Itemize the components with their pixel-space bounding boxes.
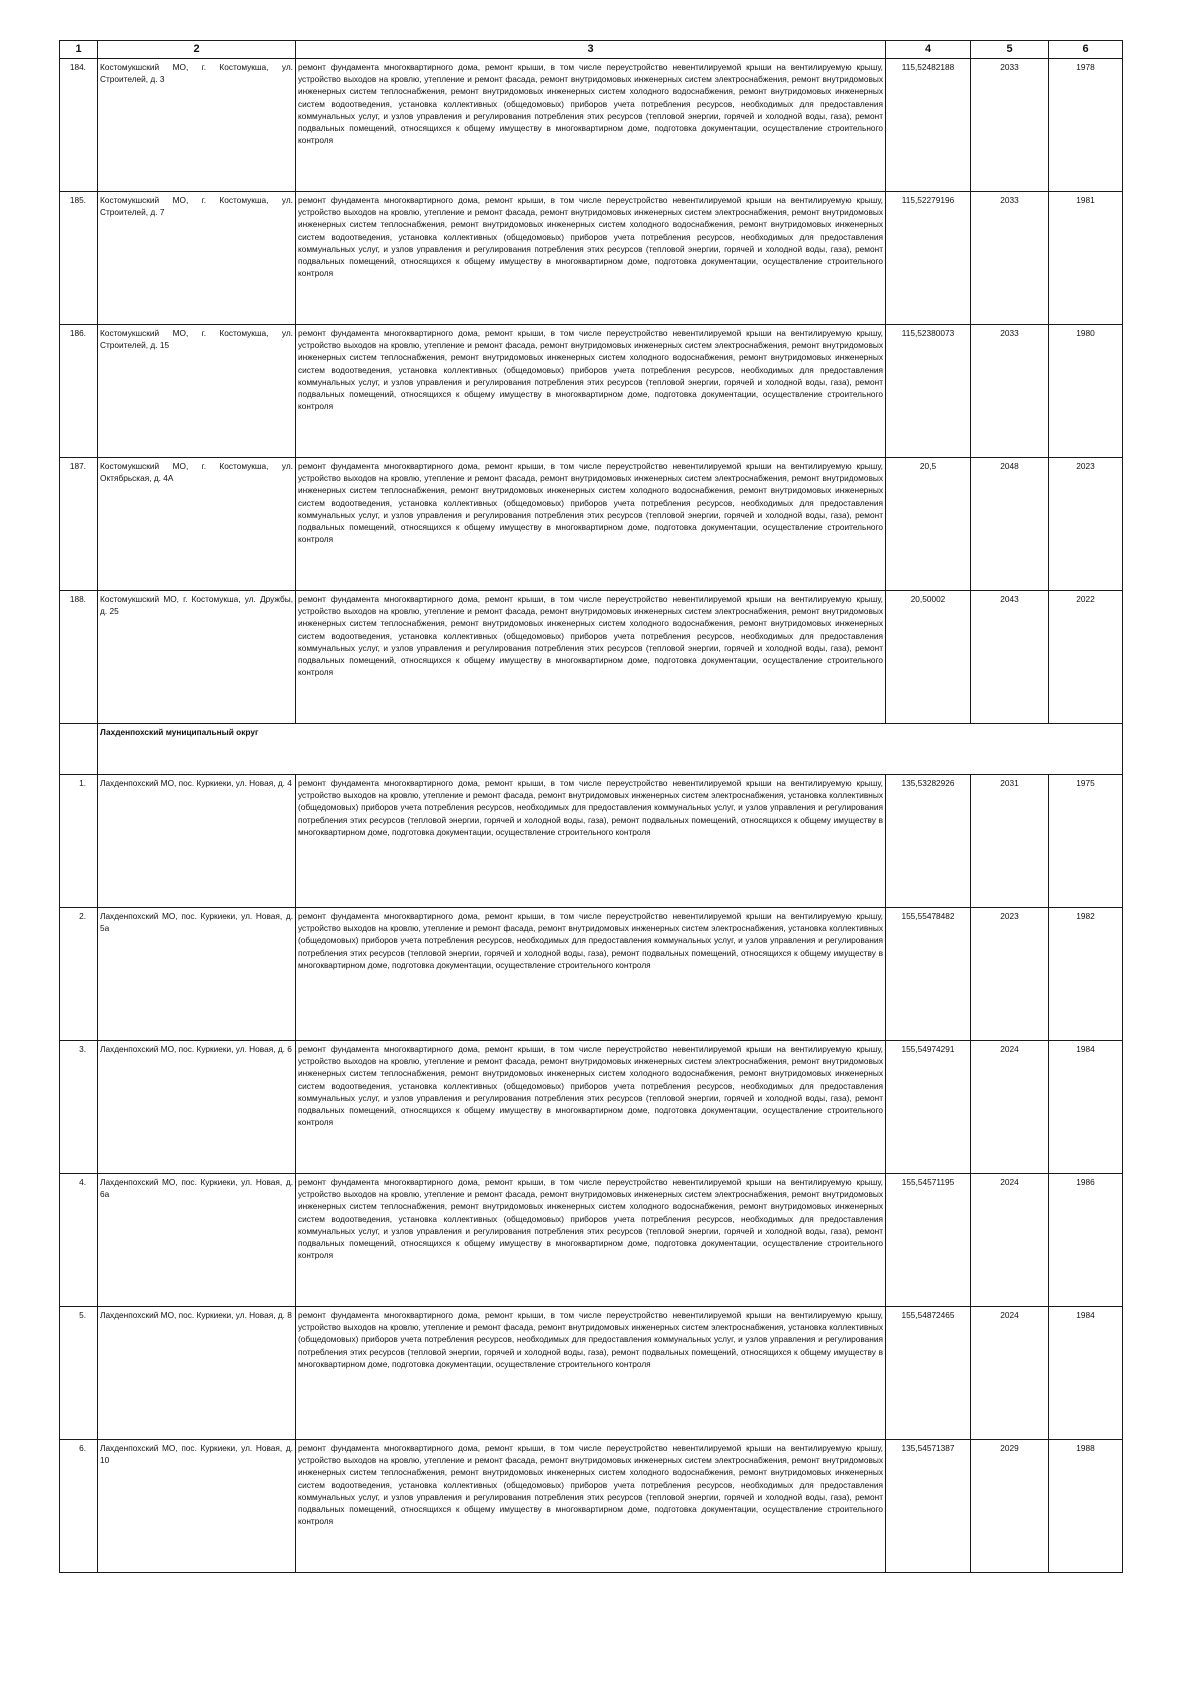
cost-value-cell: 115,52482188: [886, 59, 971, 192]
built-year-cell: 1975: [1049, 775, 1123, 908]
column-header: 4: [886, 41, 971, 59]
planned-year-cell: 2024: [971, 1041, 1049, 1174]
planned-year-cell: 2023: [971, 908, 1049, 1041]
column-header: 3: [296, 41, 886, 59]
row-number: 6.: [60, 1440, 98, 1573]
built-year-cell: 2023: [1049, 458, 1123, 591]
column-header: 2: [98, 41, 296, 59]
built-year-cell: 1988: [1049, 1440, 1123, 1573]
works-description-cell: ремонт фундамента многоквартирного дома, ремонт крыши, в том числе переустройство невентилируемой крыши на вентилируемую крышу, устройство выходов на кровлю, утепление и ремонт фасада, ремонт внутридомовых инженерных систем электроснабжения, ремонт внутридомовых инженерных систем теплоснабжения, ремонт внутридомовых инженерных систем холодного водоснабжения, ремонт внутридомовых инженерных систем водоотведения, установка коллективных (общедомовых) приборов учета потребления ресурсов, необходимых для предоставления коммунальных услуг, и узлов управления и регулирования потребления этих ресурсов (тепловой энергии, горячей и холодной воды, газа), ремонт подвальных помещений, относящихся к общему имуществу в многоквартирном доме, подготовка документации, осуществление строительного контроля: [296, 325, 886, 458]
cost-value-cell: 155,54974291: [886, 1041, 971, 1174]
cost-value-cell: 155,54872465: [886, 1307, 971, 1440]
planned-year-cell: 2024: [971, 1174, 1049, 1307]
row-number: 2.: [60, 908, 98, 1041]
built-year-cell: 1978: [1049, 59, 1123, 192]
table-row: [60, 591, 1123, 724]
section-title: Лахденпохский муниципальный округ: [98, 724, 1123, 775]
cost-value-cell: 20,5: [886, 458, 971, 591]
cost-value-cell: 155,55478482: [886, 908, 971, 1041]
column-header: 1: [60, 41, 98, 59]
table-row: [60, 1307, 1123, 1440]
address-cell: Костомукшский МО, г. Костомукша, ул. Октябрьская, д. 4А: [98, 458, 296, 591]
row-number: 3.: [60, 1041, 98, 1174]
address-cell: Костомукшский МО, г. Костомукша, ул. Строителей, д. 7: [98, 192, 296, 325]
address-cell: Костомукшский МО, г. Костомукша, ул. Строителей, д. 3: [98, 59, 296, 192]
table-header-row: [60, 41, 1123, 59]
row-number: 1.: [60, 775, 98, 908]
works-description-cell: ремонт фундамента многоквартирного дома, ремонт крыши, в том числе переустройство невентилируемой крыши на вентилируемую крышу, устройство выходов на кровлю, утепление и ремонт фасада, ремонт внутридомовых инженерных систем электроснабжения, установка коллективных (общедомовых) приборов учета потребления ресурсов, необходимых для предоставления коммунальных услуг, и узлов управления и регулирования потребления этих ресурсов (тепловой энергии, горячей и холодной воды, газа), ремонт подвальных помещений, относящихся к общему имуществу в многоквартирном доме, подготовка документации, осуществление строительного контроля: [296, 775, 886, 908]
document-page: [59, 40, 1122, 1573]
table-row: [60, 1041, 1123, 1174]
cost-value-cell: 115,52279196: [886, 192, 971, 325]
works-description-cell: ремонт фундамента многоквартирного дома, ремонт крыши, в том числе переустройство невентилируемой крыши на вентилируемую крышу, устройство выходов на кровлю, утепление и ремонт фасада, ремонт внутридомовых инженерных систем электроснабжения, ремонт внутридомовых инженерных систем теплоснабжения, ремонт внутридомовых инженерных систем холодного водоснабжения, ремонт внутридомовых инженерных систем водоотведения, установка коллективных (общедомовых) приборов учета потребления ресурсов, необходимых для предоставления коммунальных услуг, и узлов управления и регулирования потребления этих ресурсов (тепловой энергии, горячей и холодной воды, газа), ремонт подвальных помещений, относящихся к общему имуществу в многоквартирном доме, подготовка документации, осуществление строительного контроля: [296, 1174, 886, 1307]
built-year-cell: 1982: [1049, 908, 1123, 1041]
works-description-cell: ремонт фундамента многоквартирного дома, ремонт крыши, в том числе переустройство невентилируемой крыши на вентилируемую крышу, устройство выходов на кровлю, утепление и ремонт фасада, ремонт внутридомовых инженерных систем электроснабжения, ремонт внутридомовых инженерных систем теплоснабжения, ремонт внутридомовых инженерных систем холодного водоснабжения, ремонт внутридомовых инженерных систем водоотведения, установка коллективных (общедомовых) приборов учета потребления ресурсов, необходимых для предоставления коммунальных услуг, и узлов управления и регулирования потребления этих ресурсов (тепловой энергии, горячей и холодной воды, газа), ремонт подвальных помещений, относящихся к общему имуществу в многоквартирном доме, подготовка документации, осуществление строительного контроля: [296, 1440, 886, 1573]
row-number: 187.: [60, 458, 98, 591]
built-year-cell: 1980: [1049, 325, 1123, 458]
table-row: [60, 1174, 1123, 1307]
built-year-cell: 1986: [1049, 1174, 1123, 1307]
table-row: [60, 59, 1123, 192]
cost-value-cell: 135,54571387: [886, 1440, 971, 1573]
cost-value-cell: 155,54571195: [886, 1174, 971, 1307]
address-cell: Лахденпохский МО, пос. Куркиеки, ул. Новая, д. 5а: [98, 908, 296, 1041]
planned-year-cell: 2033: [971, 59, 1049, 192]
table-row: [60, 192, 1123, 325]
works-description-cell: ремонт фундамента многоквартирного дома, ремонт крыши, в том числе переустройство невентилируемой крыши на вентилируемую крышу, устройство выходов на кровлю, утепление и ремонт фасада, ремонт внутридомовых инженерных систем электроснабжения, установка коллективных (общедомовых) приборов учета потребления ресурсов, необходимых для предоставления коммунальных услуг, и узлов управления и регулирования потребления этих ресурсов (тепловой энергии, горячей и холодной воды, газа), ремонт подвальных помещений, относящихся к общему имуществу в многоквартирном доме, подготовка документации, осуществление строительного контроля: [296, 1307, 886, 1440]
cost-value-cell: 20,50002: [886, 591, 971, 724]
built-year-cell: 1984: [1049, 1041, 1123, 1174]
planned-year-cell: 2043: [971, 591, 1049, 724]
table-row: [60, 1440, 1123, 1573]
built-year-cell: 1981: [1049, 192, 1123, 325]
planned-year-cell: 2029: [971, 1440, 1049, 1573]
planned-year-cell: 2024: [971, 1307, 1049, 1440]
planned-year-cell: 2033: [971, 325, 1049, 458]
column-header: 6: [1049, 41, 1123, 59]
works-description-cell: ремонт фундамента многоквартирного дома, ремонт крыши, в том числе переустройство невентилируемой крыши на вентилируемую крышу, устройство выходов на кровлю, утепление и ремонт фасада, ремонт внутридомовых инженерных систем электроснабжения, ремонт внутридомовых инженерных систем теплоснабжения, ремонт внутридомовых инженерных систем холодного водоснабжения, ремонт внутридомовых инженерных систем водоотведения, установка коллективных (общедомовых) приборов учета потребления ресурсов, необходимых для предоставления коммунальных услуг, и узлов управления и регулирования потребления этих ресурсов (тепловой энергии, горячей и холодной воды, газа), ремонт подвальных помещений, относящихся к общему имуществу в многоквартирном доме, подготовка документации, осуществление строительного контроля: [296, 192, 886, 325]
cost-value-cell: 135,53282926: [886, 775, 971, 908]
cost-value-cell: 115,52380073: [886, 325, 971, 458]
row-number: 186.: [60, 325, 98, 458]
works-description-cell: ремонт фундамента многоквартирного дома, ремонт крыши, в том числе переустройство невентилируемой крыши на вентилируемую крышу, устройство выходов на кровлю, утепление и ремонт фасада, ремонт внутридомовых инженерных систем электроснабжения, ремонт внутридомовых инженерных систем теплоснабжения, ремонт внутридомовых инженерных систем холодного водоснабжения, ремонт внутридомовых инженерных систем водоотведения, установка коллективных (общедомовых) приборов учета потребления ресурсов, необходимых для предоставления коммунальных услуг, и узлов управления и регулирования потребления этих ресурсов (тепловой энергии, горячей и холодной воды, газа), ремонт подвальных помещений, относящихся к общему имуществу в многоквартирном доме, подготовка документации, осуществление строительного контроля: [296, 1041, 886, 1174]
table-row: [60, 775, 1123, 908]
repair-program-table: [59, 40, 1123, 1573]
row-number: 185.: [60, 192, 98, 325]
built-year-cell: 1984: [1049, 1307, 1123, 1440]
planned-year-cell: 2031: [971, 775, 1049, 908]
works-description-cell: ремонт фундамента многоквартирного дома, ремонт крыши, в том числе переустройство невентилируемой крыши на вентилируемую крышу, устройство выходов на кровлю, утепление и ремонт фасада, ремонт внутридомовых инженерных систем электроснабжения, установка коллективных (общедомовых) приборов учета потребления ресурсов, необходимых для предоставления коммунальных услуг, и узлов управления и регулирования потребления этих ресурсов (тепловой энергии, горячей и холодной воды, газа), ремонт подвальных помещений, относящихся к общему имуществу в многоквартирном доме, подготовка документации, осуществление строительного контроля: [296, 908, 886, 1041]
address-cell: Лахденпохский МО, пос. Куркиеки, ул. Новая, д. 4: [98, 775, 296, 908]
row-number: 184.: [60, 59, 98, 192]
address-cell: Костомукшский МО, г. Костомукша, ул. Дружбы, д. 25: [98, 591, 296, 724]
planned-year-cell: 2033: [971, 192, 1049, 325]
address-cell: Лахденпохский МО, пос. Куркиеки, ул. Новая, д. 6: [98, 1041, 296, 1174]
built-year-cell: 2022: [1049, 591, 1123, 724]
table-row: [60, 908, 1123, 1041]
row-number: 188.: [60, 591, 98, 724]
section-row: [60, 724, 1123, 775]
section-number-cell: [60, 724, 98, 775]
table-row: [60, 458, 1123, 591]
address-cell: Костомукшский МО, г. Костомукша, ул. Строителей, д. 15: [98, 325, 296, 458]
planned-year-cell: 2048: [971, 458, 1049, 591]
row-number: 5.: [60, 1307, 98, 1440]
works-description-cell: ремонт фундамента многоквартирного дома, ремонт крыши, в том числе переустройство невентилируемой крыши на вентилируемую крышу, устройство выходов на кровлю, утепление и ремонт фасада, ремонт внутридомовых инженерных систем электроснабжения, ремонт внутридомовых инженерных систем теплоснабжения, ремонт внутридомовых инженерных систем холодного водоснабжения, ремонт внутридомовых инженерных систем водоотведения, установка коллективных (общедомовых) приборов учета потребления ресурсов, необходимых для предоставления коммунальных услуг, и узлов управления и регулирования потребления этих ресурсов (тепловой энергии, горячей и холодной воды, газа), ремонт подвальных помещений, относящихся к общему имуществу в многоквартирном доме, подготовка документации, осуществление строительного контроля: [296, 458, 886, 591]
column-header: 5: [971, 41, 1049, 59]
address-cell: Лахденпохский МО, пос. Куркиеки, ул. Новая, д. 8: [98, 1307, 296, 1440]
works-description-cell: ремонт фундамента многоквартирного дома, ремонт крыши, в том числе переустройство невентилируемой крыши на вентилируемую крышу, устройство выходов на кровлю, утепление и ремонт фасада, ремонт внутридомовых инженерных систем электроснабжения, ремонт внутридомовых инженерных систем теплоснабжения, ремонт внутридомовых инженерных систем холодного водоснабжения, ремонт внутридомовых инженерных систем водоотведения, установка коллективных (общедомовых) приборов учета потребления ресурсов, необходимых для предоставления коммунальных услуг, и узлов управления и регулирования потребления этих ресурсов (тепловой энергии, горячей и холодной воды, газа), ремонт подвальных помещений, относящихся к общему имуществу в многоквартирном доме, подготовка документации, осуществление строительного контроля: [296, 59, 886, 192]
address-cell: Лахденпохский МО, пос. Куркиеки, ул. Новая, д. 10: [98, 1440, 296, 1573]
row-number: 4.: [60, 1174, 98, 1307]
works-description-cell: ремонт фундамента многоквартирного дома, ремонт крыши, в том числе переустройство невентилируемой крыши на вентилируемую крышу, устройство выходов на кровлю, утепление и ремонт фасада, ремонт внутридомовых инженерных систем электроснабжения, ремонт внутридомовых инженерных систем теплоснабжения, ремонт внутридомовых инженерных систем холодного водоснабжения, ремонт внутридомовых инженерных систем водоотведения, установка коллективных (общедомовых) приборов учета потребления ресурсов, необходимых для предоставления коммунальных услуг, и узлов управления и регулирования потребления этих ресурсов (тепловой энергии, горячей и холодной воды, газа), ремонт подвальных помещений, относящихся к общему имуществу в многоквартирном доме, подготовка документации, осуществление строительного контроля: [296, 591, 886, 724]
table-row: [60, 325, 1123, 458]
address-cell: Лахденпохский МО, пос. Куркиеки, ул. Новая, д. 6а: [98, 1174, 296, 1307]
